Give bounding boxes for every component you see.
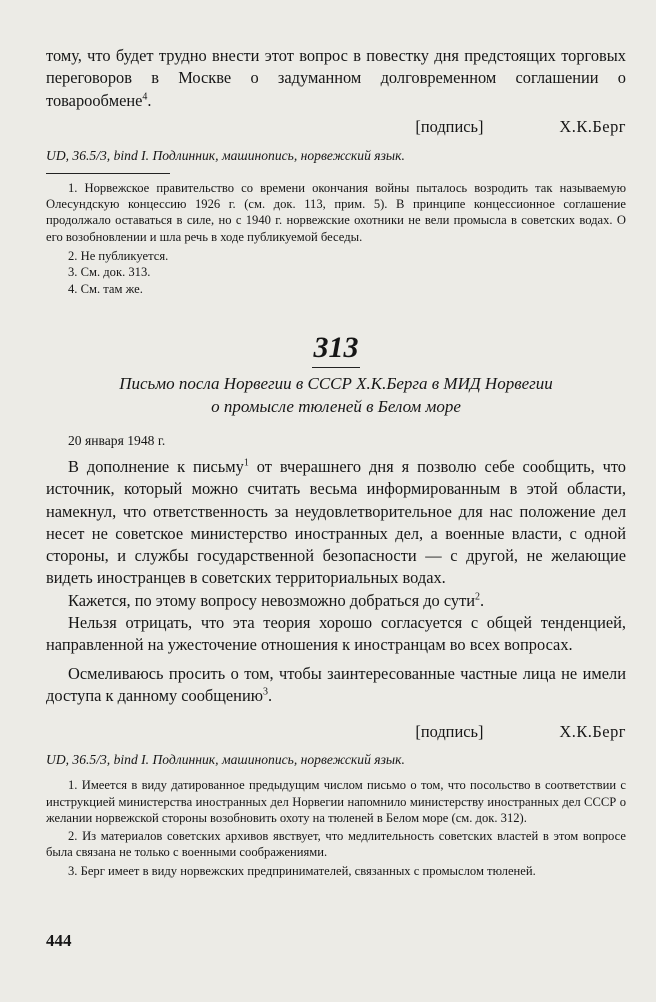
footnote-item: 4. См. там же. (68, 281, 143, 296)
footnote-item: 3. Берг имеет в виду норвежских предпринимателей, связанных с промыслом тюленей. (68, 863, 536, 878)
footnotes-block (46, 777, 626, 879)
page-number: 444 (46, 931, 72, 951)
continued-text: тому, что будет трудно внести этот вопрос в повестку дня предстоящих торговых переговоров в Москве о задуманном долговременном соглашении о товарообмене (46, 46, 626, 110)
document-title-line2: о промысле тюленей в Белом море (211, 396, 461, 416)
body-paragraph: Нельзя отрицать, что эта теория хорошо согласуется с общей тенденцией, направленной на ужесточение отношения к иностранцам во всех вопросах. (46, 613, 626, 655)
signature-placeholder: [подпись] (415, 722, 484, 742)
footnote-item: 1. Норвежское правительство со времени окончания войны пыталось возродить так называемую Олесундскую концессию 1926 г. (см. док. 113, прим. 5). В принципе концессионное соглашение продолжало оставаться в силе, но с 1940 г. норвежские охотники не вели промысла в советских водах. О его возобновлении и шла речь в ходе публикуемой беседы. (46, 180, 626, 244)
footnote-ref: 4 (142, 91, 148, 103)
document-number-rule (312, 367, 360, 368)
body-text: В дополнение к письму (68, 456, 244, 476)
body-paragraph (46, 663, 626, 708)
footnote-item: 1. Имеется в виду датированное предыдущим числом письмо о том, что посольство в соответствии с инструкцией министерства иностранных дел Норвегии напомнило министерству иностранных дел СССР о желании норвежской стороны возобновить охоту на тюленей в Белом море (см. док. 312). (46, 778, 626, 825)
footnote-ref: 3 (262, 686, 268, 698)
signatory-name: Х.К.Берг (559, 722, 626, 742)
body-paragraph (46, 456, 626, 590)
footnote-separator (46, 173, 170, 174)
body-paragraph (46, 590, 626, 612)
document-page (46, 40, 626, 951)
document-date: 20 января 1948 г. (68, 432, 166, 448)
body-text: Кажется, по этому вопросу невозможно добраться до сути (68, 590, 476, 610)
body-text: от вчерашнего дня я позволю себе сообщить, что источник, который можно считать весьма информированным в этой области, намекнул, что ответственность за неудовлетворительное для нас положение дел несет не советское министерство иностранных дел, а военные власти, с одной стороны, и службы государственной безопасности — с другой, не желающие видеть иностранцев в советских территориальных водах. (46, 456, 626, 588)
continued-paragraph (46, 45, 626, 112)
body-text: . (267, 685, 273, 705)
signature-line (46, 721, 626, 743)
body-text: Осмеливаюсь просить о том, чтобы заинтересованные частные лица не имели доступа к данному сообщению (46, 663, 626, 705)
footnotes-block (46, 180, 626, 297)
body-text: . (480, 590, 485, 610)
signatory-name: Х.К.Берг (559, 116, 626, 136)
document-number: 313 (313, 330, 359, 364)
document-title-line1: Письмо посла Норвегии в СССР Х.К.Берга в МИД Норвегии (119, 373, 553, 393)
archival-source: UD, 36.5/3, bind I. Подлинник, машинопись, норвежский язык. (46, 752, 405, 768)
signature-line (46, 116, 626, 138)
punctuation: . (147, 90, 152, 110)
footnote-item: 3. См. док. 313. (68, 265, 151, 280)
footnote-ref: 1 (243, 457, 249, 469)
footnote-ref: 2 (475, 591, 481, 603)
footnote-item: 2. Не публикуется. (68, 249, 169, 264)
signature-placeholder: [подпись] (415, 116, 484, 136)
archival-source: UD, 36.5/3, bind I. Подлинник, машинопись, норвежский язык. (46, 147, 405, 163)
footnote-item: 2. Из материалов советских архивов явствует, что медлительность советских властей в этом вопросе была связана не только с военными соображениями. (46, 829, 626, 860)
